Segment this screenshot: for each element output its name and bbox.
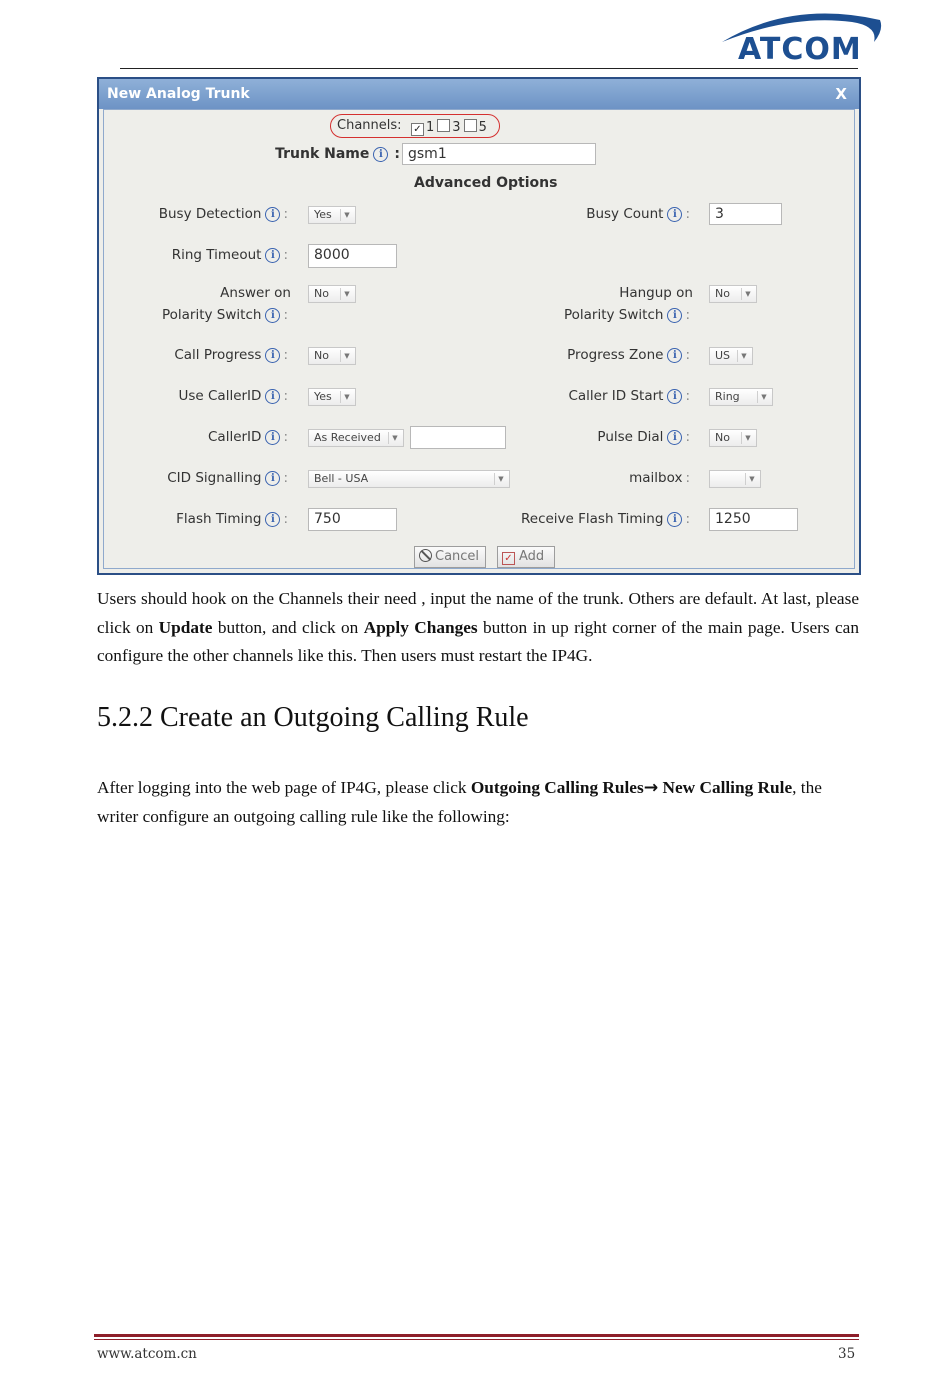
dialog-title: New Analog Trunk (107, 86, 250, 102)
info-icon[interactable]: i (667, 207, 682, 222)
info-icon[interactable]: i (373, 147, 388, 162)
cancel-icon (419, 549, 432, 562)
info-icon[interactable]: i (667, 512, 682, 527)
hangup-polarity-select[interactable]: No ▼ (709, 285, 757, 303)
channel-3-checkbox[interactable] (437, 119, 450, 132)
info-icon[interactable]: i (667, 389, 682, 404)
chevron-down-icon: ▼ (340, 391, 353, 403)
cid-signalling-select[interactable]: Bell - USA ▼ (308, 470, 510, 488)
info-icon[interactable]: i (265, 389, 280, 404)
use-callerid-label: Use CallerID (178, 388, 262, 404)
receive-flash-timing-input[interactable]: 1250 (709, 508, 798, 531)
dialog-body: Channels: ✓ 1 3 5 Trunk Name i : gsm1 Advanced Options Busy Detection i : Yes ▼ Busy Count i : 3 Ring Timeout i : 8000 Answer on Polarity Switch i : No ▼ Hangup on Polarity Switch i : No ▼ Call Progress i : No ▼ Progress Zone i : US ▼ Use CallerID i : Yes ▼ Caller ID Start i : Ring ▼ CallerID i : As Received ▼ Pulse Dial i : No ▼ CID Signalling i : Bell - USA ▼ mailbox : ▼ Flash Timing i : 750 Receive Flash Timing i : 1250 Cancel ✓ Add (103, 109, 855, 569)
callerid-select[interactable]: As Received ▼ (308, 429, 404, 447)
callerid-input[interactable] (410, 426, 506, 449)
ring-timeout-input[interactable]: 8000 (308, 244, 397, 268)
use-callerid-select[interactable]: Yes ▼ (308, 388, 356, 406)
answer-polarity-label-line2: Polarity Switch (161, 307, 262, 323)
channel-5-label: 5 (478, 120, 487, 135)
chevron-down-icon: ▼ (340, 209, 353, 221)
channel-1-checkbox[interactable]: ✓ (411, 123, 424, 136)
chevron-down-icon: ▼ (388, 432, 401, 444)
info-icon[interactable]: i (667, 430, 682, 445)
ring-timeout-label: Ring Timeout (171, 247, 262, 263)
pulse-dial-label: Pulse Dial (597, 429, 664, 445)
channel-5-checkbox[interactable] (464, 119, 477, 132)
chevron-down-icon: ▼ (745, 473, 758, 485)
new-analog-trunk-dialog (97, 77, 861, 575)
header-rule (120, 68, 858, 69)
info-icon[interactable]: i (265, 348, 280, 363)
chevron-down-icon: ▼ (494, 473, 507, 485)
section-heading: 5.2.2 Create an Outgoing Calling Rule (97, 702, 529, 733)
progress-zone-select[interactable]: US ▼ (709, 347, 753, 365)
answer-polarity-select[interactable]: No ▼ (308, 285, 356, 303)
trunk-name-label: Trunk Name (275, 146, 370, 162)
progress-zone-label: Progress Zone (567, 347, 664, 363)
logo-text: ATCOM (738, 32, 862, 67)
mailbox-label: mailbox (629, 470, 683, 486)
advanced-options-title: Advanced Options (414, 175, 558, 191)
busy-detection-label: Busy Detection (158, 206, 262, 222)
info-icon[interactable]: i (265, 512, 280, 527)
arrow-icon: → (643, 778, 659, 798)
info-icon[interactable]: i (265, 308, 280, 323)
info-icon[interactable]: i (265, 471, 280, 486)
close-icon[interactable]: X (835, 85, 847, 103)
info-icon[interactable]: i (265, 207, 280, 222)
chevron-down-icon: ▼ (741, 432, 754, 444)
answer-polarity-label-line1: Answer on (220, 285, 291, 301)
footer-rule (94, 1334, 859, 1337)
paragraph-1: Users should hook on the Channels their need , input the name of the trunk. Others are default. At last, please click on Update button, and click on Apply Changes button in up right corner of the main page. Users can configure the other channels like this. Then users must restart the IP4G. (97, 589, 859, 665)
chevron-down-icon: ▼ (340, 350, 353, 362)
cid-signalling-label: CID Signalling (167, 470, 262, 486)
footer-website: www.atcom.cn (97, 1346, 197, 1362)
busy-detection-select[interactable]: Yes ▼ (308, 206, 356, 224)
call-progress-select[interactable]: No ▼ (308, 347, 356, 365)
channel-3-label: 3 (452, 120, 461, 135)
footer-rule-thin (94, 1339, 859, 1340)
add-button[interactable]: ✓ Add (497, 546, 555, 568)
channel-1-label: 1 (426, 120, 435, 135)
flash-timing-input[interactable]: 750 (308, 508, 397, 531)
page-number: 35 (838, 1346, 856, 1362)
receive-flash-timing-label: Receive Flash Timing (521, 511, 664, 527)
callerid-start-label: Caller ID Start (568, 388, 664, 404)
paragraph-2: After logging into the web page of IP4G, please click Outgoing Calling Rules→ New Calling Rule, the writer configure an outgoing calling rule like the following: (97, 778, 822, 826)
trunk-name-input[interactable]: gsm1 (402, 143, 596, 165)
info-icon[interactable]: i (667, 308, 682, 323)
callerid-label: CallerID (208, 429, 262, 445)
cancel-button[interactable]: Cancel (414, 546, 486, 568)
callerid-start-select[interactable]: Ring ▼ (709, 388, 773, 406)
atcom-logo (712, 8, 887, 68)
busy-count-input[interactable]: 3 (709, 203, 782, 225)
info-icon[interactable]: i (265, 430, 280, 445)
info-icon[interactable]: i (667, 348, 682, 363)
chevron-down-icon: ▼ (340, 288, 353, 300)
channels-label: Channels: (337, 118, 402, 133)
flash-timing-label: Flash Timing (176, 511, 262, 527)
busy-count-label: Busy Count (586, 206, 664, 222)
pulse-dial-select[interactable]: No ▼ (709, 429, 757, 447)
hangup-polarity-label-line2: Polarity Switch (563, 307, 664, 323)
dialog-titlebar (99, 79, 859, 109)
chevron-down-icon: ▼ (737, 350, 750, 362)
chevron-down-icon: ▼ (757, 391, 770, 403)
call-progress-label: Call Progress (174, 347, 262, 363)
hangup-polarity-label-line1: Hangup on (619, 285, 693, 301)
check-icon: ✓ (502, 552, 515, 565)
chevron-down-icon: ▼ (741, 288, 754, 300)
mailbox-select[interactable] (709, 470, 761, 488)
channels-group (330, 114, 500, 138)
info-icon[interactable]: i (265, 248, 280, 263)
